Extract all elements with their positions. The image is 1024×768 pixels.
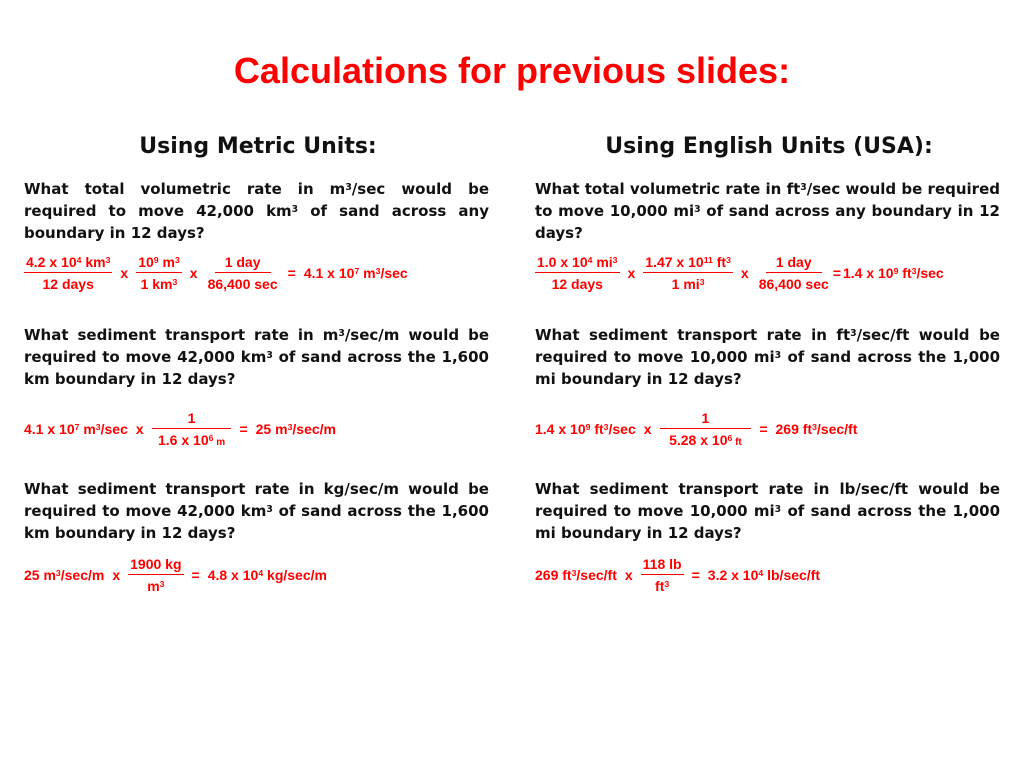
fraction: $\frac{1}{5.28 x 10^6 ft}$ bbox=[660, 410, 752, 448]
metric-question-1: What total volumetric rate in $m^3/\sec$ would be required to move 42,000 $km^3$ of sand across any boundary in 12 days? bbox=[24, 180, 489, 242]
fraction: $\frac{\text{1 day}}{86,400 \sec}$ bbox=[207, 254, 278, 292]
english-question-1: What total volumetric rate in $ft^3/\sec$ would be required to move 10,000 $mi^3$ of sand across any boundary in 12 days? bbox=[535, 180, 1000, 242]
fraction: $\frac{10^9 m^3}{1 km^3}$ bbox=[138, 254, 180, 292]
english-calculation-1: $\frac{1.0 x 10^4 mi^3}{\text{12 days}}$ x $\frac{1.47 x 10^{11} ft^3}{1 mi^3}$ x $\frac{\text{1 day}}{86,400 \sec}$ = 1.4 x $10^9$ $ft^3/\sec$ bbox=[537, 254, 944, 292]
metric-calculation-3: 25 $m^3/\sec/m$ x $\frac{1900 kg}{m^3}$ = 4.8 x $10^4$ kg/sec/m bbox=[24, 556, 327, 594]
metric-question-2: What sediment transport rate in $m^3/\sec/m$ would be required to move 42,000 $km^3$ of sand across the 1,600 km boundary in 12 days? bbox=[24, 326, 490, 388]
metric-result-3: 4.8 x $10^4$ kg/sec/m bbox=[207, 567, 327, 583]
fraction: $\frac{1900 kg}{m^3}$ bbox=[130, 556, 182, 594]
english-heading: Using English Units (USA): bbox=[605, 134, 933, 159]
english-calculation-2: 1.4 x $10^9$ $ft^3/\sec$ x $\frac{1}{5.28 x 10^6 ft}$ = 269 $ft^3/\sec/ft$ bbox=[535, 410, 858, 448]
slide-title: Calculations for previous slides: bbox=[233, 50, 791, 91]
fraction: $\frac{\text{1 day}}{86,400 \sec}$ bbox=[758, 254, 829, 292]
fraction: $\frac{1}{1.6 x 10^6 m}$ bbox=[152, 410, 232, 448]
fraction: $\frac{1.0 x 10^4 mi^3}{\text{12 days}}$ bbox=[537, 254, 618, 292]
fraction: $\frac{4.2 x 10^4 km^3}{\text{12 days}}$ bbox=[26, 254, 111, 292]
english-result-2: 269 $ft^3/\sec/ft$ bbox=[775, 421, 858, 437]
metric-question-3: What sediment transport rate in kg/sec/m would be required to move 42,000 $km^3$ of sand across the 1,600 km boundary in 12 days? bbox=[24, 480, 489, 542]
metric-result-2: 25 $m^3/\sec/m$ bbox=[255, 421, 336, 437]
fraction: $\frac{1.47 x 10^{11} ft^3}{1 mi^3}$ bbox=[645, 254, 731, 292]
english-calculation-3: 269 $ft^3/\sec/ft$ x $\frac{118 lb}{ft^3}$ = 3.2 x $10^4$ lb/sec/ft bbox=[535, 556, 821, 594]
metric-calculation-2: 4.1 x $10^7$ $m^3/\sec$ x $\frac{1}{1.6 x 10^6 m}$ = 25 $m^3/\sec/m$ bbox=[24, 410, 336, 448]
english-question-3: What sediment transport rate in lb/sec/ft would be required to move 10,000 $mi^3$ of sand across the 1,000 mi boundary in 12 days? bbox=[535, 480, 1001, 542]
fraction: $\frac{118 lb}{ft^3}$ bbox=[642, 556, 682, 594]
metric-heading: Using Metric Units: bbox=[139, 134, 377, 159]
english-question-2: What sediment transport rate in $ft^3/\sec/ft$ would be required to move 10,000 $mi^3$ of sand across the 1,000 mi boundary in 12 days? bbox=[535, 326, 1001, 388]
english-result-1: 1.4 x $10^9$ $ft^3/\sec$ bbox=[842, 265, 944, 281]
english-result-3: 3.2 x $10^4$ lb/sec/ft bbox=[707, 567, 821, 583]
metric-result-1: 4.1 x $10^7$ $m^3/\sec$ bbox=[303, 265, 408, 281]
metric-column bbox=[24, 130, 492, 594]
english-column bbox=[535, 130, 1003, 594]
metric-calculation-1: $\frac{4.2 x 10^4 km^3}{\text{12 days}}$ x $\frac{10^9 m^3}{1 km^3}$ x $\frac{\text{1 day}}{86,400 \sec}$ = 4.1 x $10^7$ $m^3/\sec$ bbox=[26, 254, 408, 292]
